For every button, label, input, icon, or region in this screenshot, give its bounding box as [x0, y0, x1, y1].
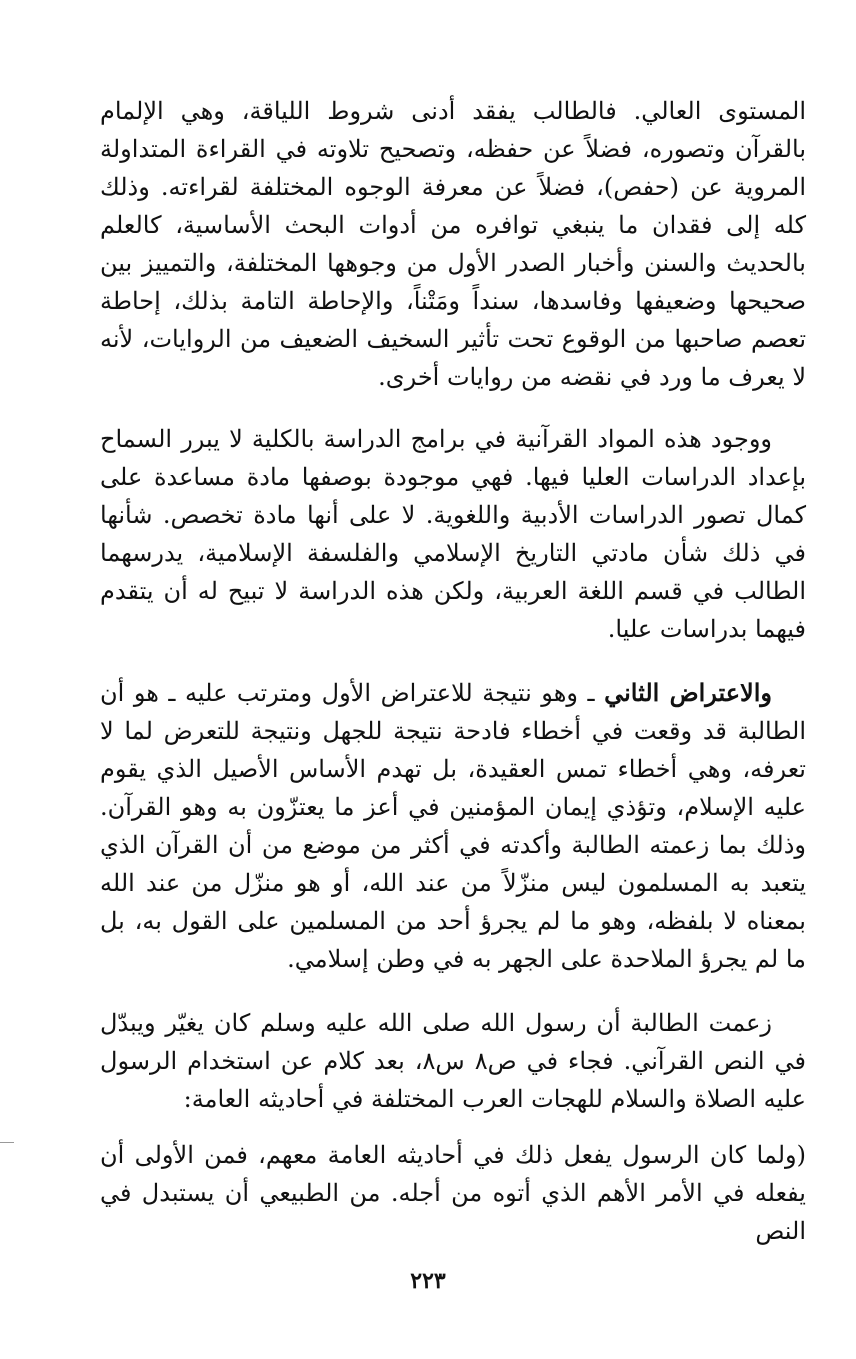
page-number: ٢٢٣	[410, 1268, 446, 1294]
paragraph-1: المستوى العالي. فالطالب يفقد أدنى شروط اللياقة، وهي الإلمام بالقرآن وتصوره، فضلاً عن حفظه، وتصحيح تلاوته في القراءة المتداولة المروية عن (حفص)، فضلاً عن معرفة الوجوه المختلفة لقراءته. وذلك كله إلى فقدان ما ينبغي توافره من أدوات البحث الأساسية، كالعلم بالحديث والسنن وأخبار الصدر الأول من وجوهها المختلفة، والتمييز بين صحيحها وضعيفها وفاسدها، سنداً ومَتْناً، والإحاطة التامة بذلك، إحاطة تعصم صاحبها من الوقوع تحت تأثير السخيف الضعيف من الروايات، لأنه لا يعرف ما ورد في نقضه من روايات أخرى.	[100, 97, 806, 391]
paragraph-3	[100, 674, 806, 978]
margin-mark	[0, 1142, 14, 1143]
paragraph-5-quote: (ولما كان الرسول يفعل ذلك في أحاديثه العامة معهم، فمن الأولى أن يفعله في الأمر الأهم الذي أتوه من أجله. من الطبيعي أن يستبدل في النص	[100, 1141, 806, 1245]
paragraph-2: ووجود هذه المواد القرآنية في برامج الدراسة بالكلية لا يبرر السماح بإعداد الدراسات العليا فيها. فهي موجودة بوصفها مادة مساعدة على كمال تصور الدراسات الأدبية واللغوية. لا على أنها مادة تخصص. شأنها في ذلك شأن مادتي التاريخ الإسلامي والفلسفة الإسلامية، يدرسهما الطالب في قسم اللغة العربية، ولكن هذه الدراسة لا تبيح له أن يتقدم فيهما بدراسات عليا.	[100, 425, 806, 643]
paragraph-3-body: ـ وهو نتيجة للاعتراض الأول ومترتب عليه ـ هو أن الطالبة قد وقعت في أخطاء فادحة نتيجة للجهل ونتيجة للتعرض لما لا تعرفه، وهي أخطاء تمس العقيدة، بل تهدم الأساس الأصيل الذي يقوم عليه الإسلام، وتؤذي إيمان المؤمنين في أعز ما يعتزّون به وهو القرآن. وذلك بما زعمته الطالبة وأكدته في أكثر من موضع من أن القرآن الذي يتعبد به المسلمون ليس منزّلاً من عند الله، أو هو منزّل من عند الله بمعناه لا بلفظه، وهو ما لم يجرؤ أحد من المسلمين على القول به، بل ما لم يجرؤ الملاحدة على الجهر به في وطن إسلامي.	[100, 679, 806, 973]
paragraph-3-lead: والاعتراض الثاني	[604, 678, 773, 707]
paragraph-4: زعمت الطالبة أن رسول الله صلى الله عليه وسلم كان يغيّر ويبدّل في النص القرآني. فجاء في ص٨ س٨، بعد كلام عن استخدام الرسول عليه الصلاة والسلام للهجات العرب المختلفة في أحاديثه العامة:	[100, 1009, 806, 1113]
